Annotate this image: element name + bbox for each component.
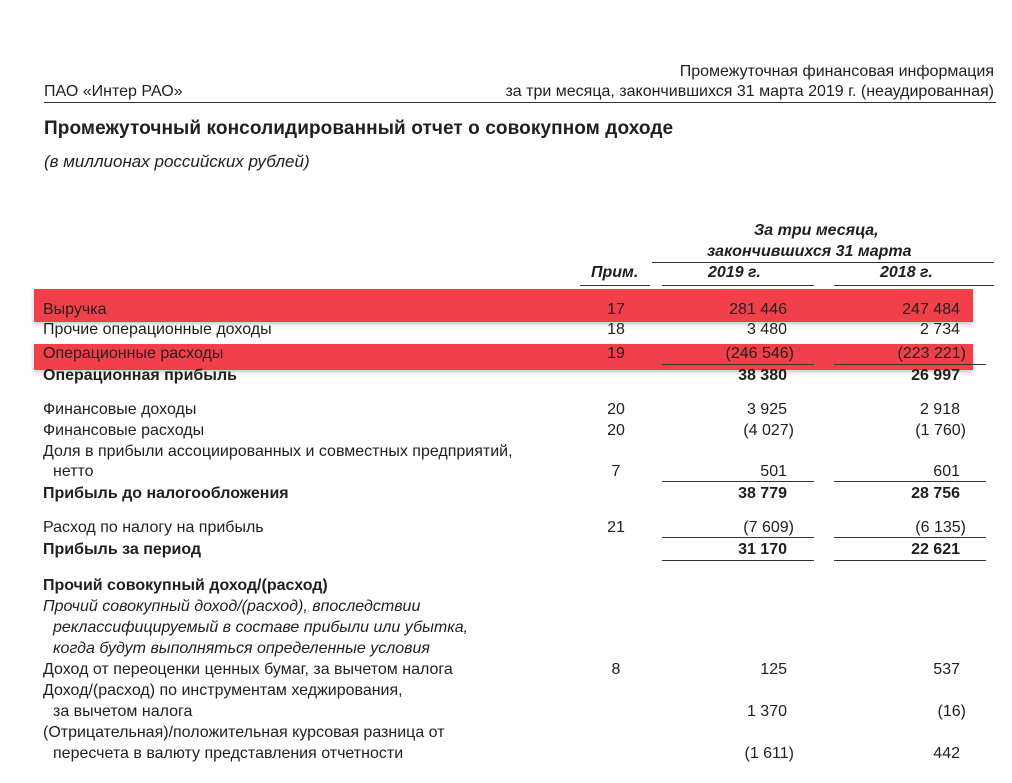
row-note: 7 [611, 463, 621, 480]
row-value-2018: 2 918 [919, 401, 960, 418]
row-value-2019: (4 027) [743, 422, 794, 439]
row-label: Расход по налогу на прибыль [43, 519, 264, 536]
total-rule-2018 [834, 560, 986, 561]
subsection-heading-reclassified-line1 [0, 597, 1012, 617]
row-value-2019: 31 170 [738, 541, 787, 558]
table-row-revenue [0, 300, 1012, 320]
row-label: Прочий совокупный доход/(расход) [43, 577, 328, 594]
row-note: 19 [607, 345, 625, 362]
row-label: Выручка [43, 301, 107, 318]
row-value-2019: (1 611) [744, 745, 794, 762]
row-value-2019: 38 779 [738, 485, 787, 502]
subtotal-rule-2018 [834, 481, 986, 482]
row-value-2018: (223 221) [897, 345, 966, 362]
row-value-2018: 442 [933, 745, 960, 762]
row-value-2018: (16) [937, 703, 966, 720]
company-name: ПАО «Интер РАО» [44, 83, 183, 100]
subtotal-rule-2019 [662, 481, 814, 482]
row-label: Прочие операционные доходы [43, 321, 272, 338]
row-label-continued: когда будут выполняться определенные условия [53, 640, 430, 657]
row-label: Доля в прибыли ассоциированных и совместных предприятий, [43, 443, 513, 460]
subtotal-rule-2019 [662, 364, 814, 365]
row-note: 8 [611, 661, 621, 678]
row-value-2019: 125 [760, 661, 787, 678]
y2019-heading-rule [662, 285, 814, 286]
row-value-2018: 601 [933, 463, 960, 480]
table-row-securities-revaluation [0, 660, 1012, 680]
row-value-2019: (7 609) [743, 519, 794, 536]
row-label: Прибыль за период [43, 541, 202, 558]
row-label-continued: реклассифицируемый в составе прибыли или убытка, [53, 619, 469, 636]
row-note: 21 [607, 519, 625, 536]
subtotal-rule-2019 [662, 537, 814, 538]
row-value-2018: 22 621 [911, 541, 960, 558]
table-row-hedging [0, 702, 1012, 722]
reporting-period: за три месяца, закончившихся 31 марта 2019 г. (неаудированная) [505, 83, 994, 100]
row-label: Финансовые доходы [43, 401, 197, 418]
row-label: Прочий совокупный доход/(расход), впоследствии [43, 598, 421, 615]
period-heading-rule [652, 262, 994, 263]
row-value-2019: 1 370 [746, 703, 787, 720]
row-value-2019: (246 546) [725, 345, 794, 362]
total-rule-2019 [662, 560, 814, 561]
table-row-profit-for-period [0, 540, 1012, 560]
table-row-fx-translation-line1 [0, 723, 1012, 743]
statement-title: Промежуточный консолидированный отчет о совокупном доходе [44, 118, 674, 139]
row-value-2018: 2 734 [919, 321, 960, 338]
row-value-2019: 3 480 [746, 321, 787, 338]
row-label: Операционные расходы [43, 345, 224, 362]
row-value-2018: (1 760) [915, 422, 966, 439]
table-row-hedging-line1 [0, 681, 1012, 701]
table-row-share-of-associates-line1 [0, 442, 1012, 462]
row-value-2018: 28 756 [911, 485, 960, 502]
table-row-operating-profit [0, 366, 1012, 386]
subsection-heading-reclassified-line2 [0, 618, 1012, 638]
row-label: Доход/(расход) по инструментам хеджирования, [43, 682, 403, 699]
document-type: Промежуточная финансовая информация [679, 63, 994, 80]
row-label: Прибыль до налогообложения [43, 485, 289, 502]
table-row-profit-before-tax [0, 484, 1012, 504]
note-column-heading: Прим. [591, 264, 639, 281]
row-note: 18 [607, 321, 625, 338]
subtotal-rule-2018 [834, 537, 986, 538]
row-value-2018: 26 997 [911, 367, 960, 384]
row-note: 20 [607, 422, 625, 439]
year-2018-heading: 2018 г. [880, 264, 933, 281]
subtotal-rule-2018 [834, 364, 986, 365]
table-row-other-operating-income [0, 320, 1012, 340]
row-value-2019: 501 [760, 463, 787, 480]
table-row-finance-expenses [0, 421, 1012, 441]
period-heading-line2: закончившихся 31 марта [707, 243, 912, 260]
year-2019-heading: 2019 г. [708, 264, 761, 281]
row-value-2019: 3 925 [746, 401, 787, 418]
row-value-2018: (6 135) [915, 519, 966, 536]
row-label: Доход от переоценки ценных бумаг, за вычетом налога [43, 661, 453, 678]
table-row-fx-translation [0, 744, 1012, 764]
row-label-continued: нетто [53, 463, 94, 480]
section-heading-other-comprehensive [0, 576, 1012, 596]
row-label: (Отрицательная)/положительная курсовая разница от [43, 724, 445, 741]
row-label: Финансовые расходы [43, 422, 205, 439]
y2018-heading-rule [834, 285, 994, 286]
table-row-share-of-associates [0, 462, 1012, 482]
table-row-income-tax [0, 518, 1012, 538]
table-row-finance-income [0, 400, 1012, 420]
row-label-continued: за вычетом налога [53, 703, 193, 720]
row-value-2019: 38 380 [738, 367, 787, 384]
period-heading-line1: За три месяца, [754, 222, 879, 239]
row-value-2019: 281 446 [729, 301, 787, 318]
statement-units: (в миллионах российских рублей) [44, 152, 310, 171]
note-heading-rule [580, 285, 650, 286]
subsection-heading-reclassified-line3 [0, 639, 1012, 659]
row-note: 20 [607, 401, 625, 418]
header-divider [44, 102, 996, 103]
row-label-continued: пересчета в валюту представления отчетности [53, 745, 404, 762]
table-row-operating-expenses [0, 344, 1012, 364]
row-label: Операционная прибыль [43, 367, 237, 384]
row-value-2018: 537 [933, 661, 960, 678]
row-value-2018: 247 484 [902, 301, 960, 318]
row-note: 17 [607, 301, 625, 318]
